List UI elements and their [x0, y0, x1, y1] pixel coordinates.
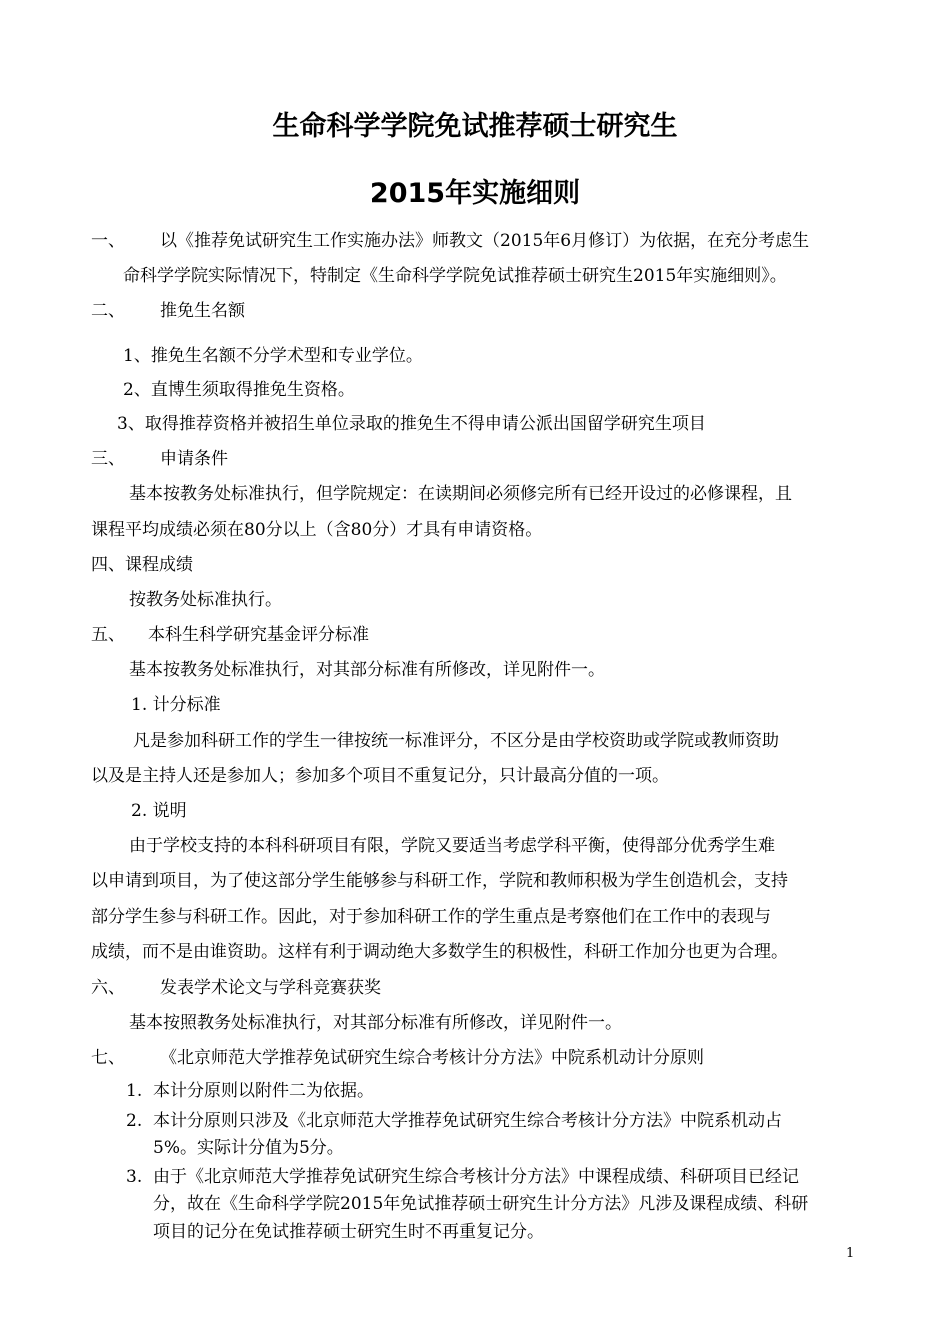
section-7-heading: 《北京师范大学推荐免试研究生综合考核计分方法》中院系机动计分原则: [160, 1048, 704, 1068]
section-7-item-line: 分，故在《生命科学学院2015年免试推荐硕士研究生计分方法》凡涉及课程成绩、科研: [153, 1194, 809, 1214]
title-line-2: 2015年实施细则: [369, 178, 581, 209]
section-5-sub-2-line-1: 由于学校支持的本科科研项目有限，学院又要适当考虑学科平衡，使得部分优秀学生难: [129, 836, 775, 856]
section-7-number: 七、: [91, 1048, 125, 1068]
section-6-number: 六、: [91, 978, 125, 998]
section-3-line-2: 课程平均成绩必须在80分以上（含80分）才具有申请资格。: [91, 520, 543, 540]
section-5-heading: 本科生科学研究基金评分标准: [148, 625, 369, 645]
section-5-sub-1-line-1: 凡是参加科研工作的学生一律按统一标准评分，不区分是由学校资助或学院或教师资助: [133, 731, 779, 751]
section-7-item-line: 本计分原则只涉及《北京师范大学推荐免试研究生综合考核计分方法》中院系机动占: [153, 1111, 782, 1131]
section-7-item-line: 项目的记分在免试推荐硕士研究生时不再重复记分。: [153, 1222, 544, 1242]
section-5-sub-1-line-2: 以及是主持人还是参加人；参加多个项目不重复记分，只计最高分值的一项。: [91, 766, 669, 786]
section-2-item: 2、直博生须取得推免生资格。: [123, 380, 355, 400]
section-7-item-number: 3.: [126, 1167, 143, 1187]
section-5-intro: 基本按教务处标准执行，对其部分标准有所修改，详见附件一。: [129, 660, 605, 680]
section-2-item: 1、推免生名额不分学术型和专业学位。: [123, 346, 423, 366]
section-5-sub-2-title: 2. 说明: [131, 801, 187, 821]
section-6-heading: 发表学术论文与学科竞赛获奖: [160, 978, 381, 998]
section-4-line-1: 按教务处标准执行。: [129, 590, 282, 610]
section-5-number: 五、: [91, 625, 125, 645]
section-2-heading: 推免生名额: [160, 301, 245, 321]
section-5-sub-2-line-4: 成绩，而不是由谁资助。这样有利于调动绝大多数学生的积极性，科研工作加分也更为合理。: [91, 942, 788, 962]
title-line-1: 生命科学学院免试推荐硕士研究生: [272, 111, 678, 142]
section-5-sub-2-line-3: 部分学生参与科研工作。因此，对于参加科研工作的学生重点是考察他们在工作中的表现与: [91, 907, 771, 927]
section-7-item-line: 5%。实际计分值为5分。: [153, 1138, 344, 1158]
section-1-line-1: 以《推荐免试研究生工作实施办法》师教文（2015年6月修订）为依据，在充分考虑生: [160, 231, 810, 251]
section-7-item-number: 1.: [126, 1081, 143, 1101]
section-3-number: 三、: [91, 449, 125, 469]
section-5-sub-1-title: 1. 计分标准: [131, 695, 221, 715]
section-7-item-line: 由于《北京师范大学推荐免试研究生综合考核计分方法》中课程成绩、科研项目已经记: [153, 1167, 799, 1187]
section-7-item-number: 2.: [126, 1111, 143, 1131]
section-1-number: 一、: [91, 231, 125, 251]
section-1-line-2: 命科学学院实际情况下，特制定《生命科学学院免试推荐硕士研究生2015年实施细则》。: [123, 266, 787, 286]
section-6-line-1: 基本按照教务处标准执行，对其部分标准有所修改，详见附件一。: [129, 1013, 622, 1033]
section-5-sub-2-line-2: 以申请到项目，为了使这部分学生能够参与科研工作，学院和教师积极为学生创造机会，支持: [91, 871, 788, 891]
section-2-item: 3、取得推荐资格并被招生单位录取的推免生不得申请公派出国留学研究生项目: [117, 414, 706, 434]
section-3-line-1: 基本按教务处标准执行，但学院规定：在读期间必须修完所有已经开设过的必修课程，且: [129, 484, 792, 504]
section-2-number: 二、: [91, 301, 125, 321]
section-7-item-line: 本计分原则以附件二为依据。: [153, 1081, 374, 1101]
section-3-heading: 申请条件: [160, 449, 228, 469]
section-4-heading: 四、课程成绩: [91, 555, 193, 575]
page-number: 1: [846, 1246, 855, 1261]
